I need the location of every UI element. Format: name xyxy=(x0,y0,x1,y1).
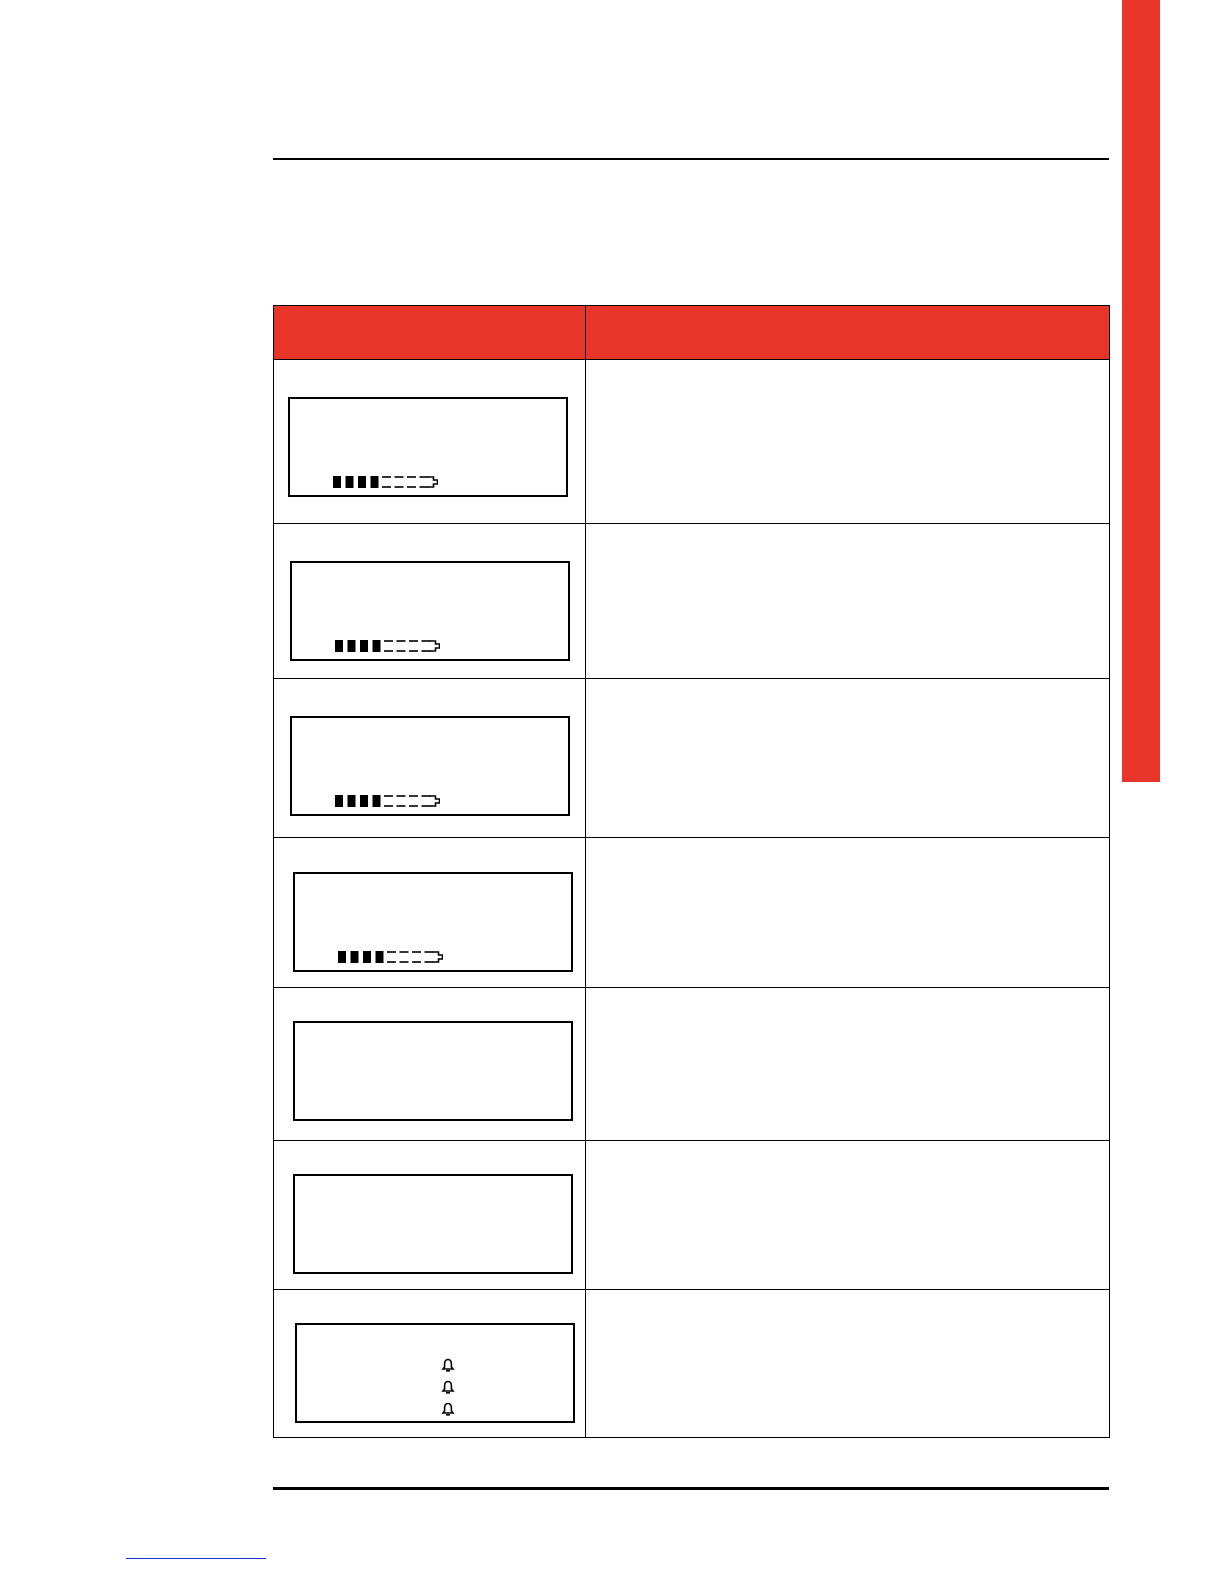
lcd-screen xyxy=(290,716,570,816)
progress-segment-filled xyxy=(335,795,343,807)
description-cell xyxy=(586,679,1110,838)
progress-segment-filled xyxy=(373,640,381,652)
header-rule xyxy=(273,158,1109,160)
chapter-side-tab xyxy=(1122,0,1160,782)
display-cell xyxy=(274,988,586,1141)
progress-bar-end-cap xyxy=(428,477,438,487)
description-cell xyxy=(586,838,1110,988)
progress-segment-filled xyxy=(335,640,343,652)
lcd-screen xyxy=(293,872,573,972)
progress-segment-filled xyxy=(348,795,356,807)
progress-bar-icon xyxy=(334,794,440,808)
progress-bar-end-cap xyxy=(430,796,440,806)
table-row xyxy=(274,1290,1110,1438)
description-cell xyxy=(586,360,1110,524)
lcd-screen xyxy=(293,1021,573,1121)
bell-icon xyxy=(441,1358,455,1372)
progress-segment-filled xyxy=(373,795,381,807)
progress-segment-filled xyxy=(371,476,379,488)
lcd-screen xyxy=(293,1174,573,1274)
display-cell xyxy=(274,838,586,988)
description-cell xyxy=(586,1290,1110,1438)
description-cell xyxy=(586,524,1110,679)
table-header-row xyxy=(274,306,1110,360)
lcd-screen xyxy=(288,397,568,497)
progress-bar-icon xyxy=(337,950,443,964)
table-row xyxy=(274,988,1110,1141)
table-row xyxy=(274,524,1110,679)
display-cell xyxy=(274,360,586,524)
description-cell xyxy=(586,1141,1110,1290)
lcd-screen xyxy=(290,561,570,661)
footer-link-underline[interactable] xyxy=(126,1558,266,1559)
display-cell xyxy=(274,524,586,679)
progress-segment-filled xyxy=(376,951,384,963)
table-row xyxy=(274,838,1110,988)
progress-segment-filled xyxy=(333,476,341,488)
description-cell xyxy=(586,988,1110,1141)
progress-segment-filled xyxy=(346,476,354,488)
progress-bar-icon xyxy=(334,639,440,653)
header-col-description xyxy=(586,306,1110,360)
progress-segment-filled xyxy=(351,951,359,963)
display-cell xyxy=(274,1290,586,1438)
lcd-screen xyxy=(295,1323,575,1423)
bell-icon xyxy=(441,1402,455,1416)
progress-bar-end-cap xyxy=(430,641,440,651)
display-cell xyxy=(274,679,586,838)
progress-segment-filled xyxy=(360,640,368,652)
bell-icon xyxy=(441,1380,455,1394)
table-row xyxy=(274,679,1110,838)
progress-segment-filled xyxy=(348,640,356,652)
progress-segment-filled xyxy=(338,951,346,963)
header-col-display xyxy=(274,306,586,360)
progress-bar-end-cap xyxy=(433,952,443,962)
progress-segment-filled xyxy=(363,951,371,963)
progress-bar-icon xyxy=(332,475,438,489)
progress-segment-filled xyxy=(358,476,366,488)
table-row xyxy=(274,360,1110,524)
table-row xyxy=(274,1141,1110,1290)
progress-segment-filled xyxy=(360,795,368,807)
display-cell xyxy=(274,1141,586,1290)
footer-rule xyxy=(273,1487,1109,1490)
display-reference-table xyxy=(273,305,1110,1438)
bell-icon-group xyxy=(441,1358,455,1424)
